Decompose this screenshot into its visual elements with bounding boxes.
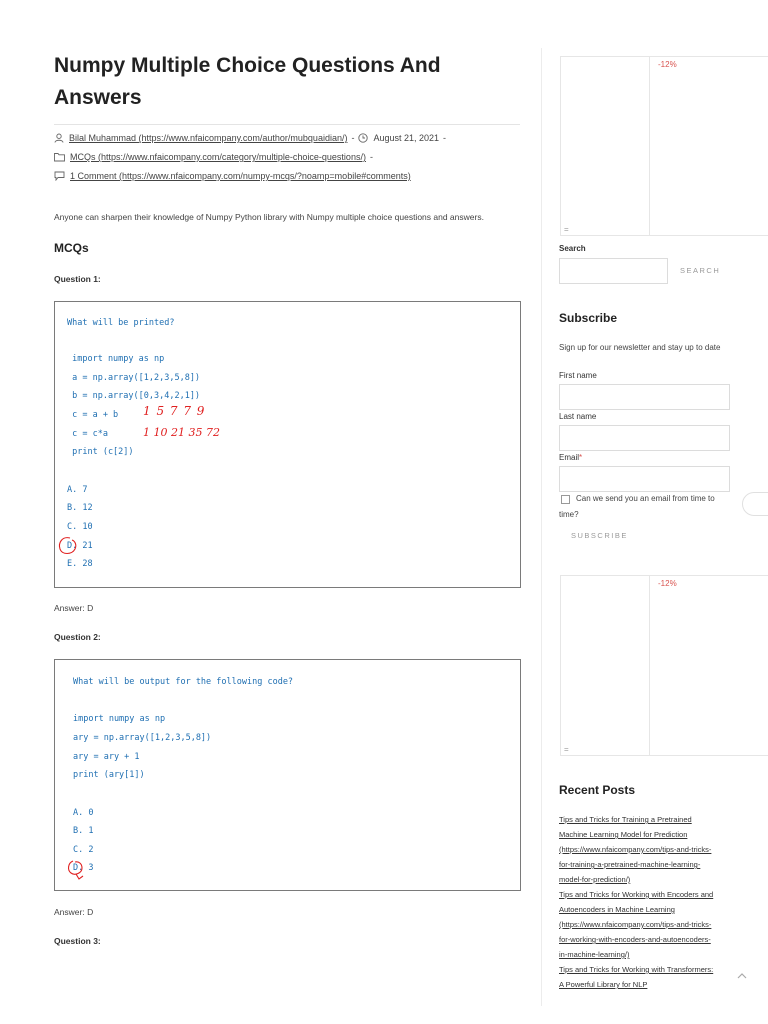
ad-discount: -12%: [658, 60, 677, 69]
option-b: B. 1: [73, 826, 94, 836]
meta-separator: -: [351, 133, 355, 143]
consent-label: Can we send you an email from time to: [576, 494, 715, 503]
circled-answer-mark: [66, 858, 88, 880]
code-line: ary = ary + 1: [73, 752, 140, 762]
recent-post-link[interactable]: Machine Learning Model for Prediction: [559, 830, 688, 839]
title-divider: [54, 124, 520, 125]
floating-toggle[interactable]: [742, 492, 768, 516]
recent-post-link[interactable]: Tips and Tricks for Working with Transformers:: [559, 965, 714, 974]
code-line: c = a + b: [67, 410, 119, 420]
code-line: print (ary[1]): [73, 770, 145, 780]
option-d: D. 3: [73, 863, 94, 873]
last-name-input[interactable]: [559, 425, 730, 451]
category-link[interactable]: MCQs (https://www.nfaicompany.com/category/multiple-choice-questions/): [70, 152, 366, 162]
recent-posts-heading: Recent Posts: [559, 783, 636, 797]
first-name-input[interactable]: [559, 384, 730, 410]
recent-post-link[interactable]: A Powerful Library for NLP: [559, 980, 648, 989]
meta-comments: [54, 171, 411, 181]
email-label: [559, 453, 582, 462]
page-title: Numpy Multiple Choice Questions And Answers: [54, 54, 441, 109]
required-marker: *: [579, 453, 583, 462]
code-line: import numpy as np: [73, 714, 166, 724]
code-line: import numpy as np: [67, 354, 165, 364]
consent-label-continued: time?: [559, 510, 579, 519]
recent-post-link[interactable]: (https://www.nfaicompany.com/tips-and-tricks-: [559, 845, 712, 854]
subscribe-button[interactable]: SUBSCRIBE: [571, 531, 628, 540]
ad-banner-top[interactable]: [560, 56, 768, 236]
answer-text: Answer: D: [54, 603, 94, 613]
question-label: Question 3:: [54, 936, 101, 946]
handwritten-note-product: 1 10 21 35 72: [143, 426, 220, 439]
meta-separator: -: [443, 133, 447, 143]
comments-link[interactable]: 1 Comment (https://www.nfaicompany.com/numpy-mcqs/?noamp=mobile#comments): [70, 171, 411, 181]
email-input[interactable]: [559, 466, 730, 492]
consent-checkbox[interactable]: [561, 495, 570, 504]
recent-post-link[interactable]: Tips and Tricks for Working with Encoders and: [559, 890, 714, 899]
recent-post-link[interactable]: for-working-with-encoders-and-autoencoders-: [559, 935, 711, 944]
folder-icon: [54, 152, 65, 162]
option-b: B. 12: [67, 503, 93, 513]
clock-icon: [358, 133, 368, 143]
option-d: D. 21: [67, 541, 93, 551]
last-name-label: Last name: [559, 412, 597, 421]
option-a: A. 0: [73, 808, 94, 818]
recent-post-link[interactable]: (https://www.nfaicompany.com/tips-and-tricks-: [559, 920, 712, 929]
subscribe-heading: Subscribe: [559, 311, 618, 325]
scroll-to-top-icon[interactable]: [736, 972, 748, 980]
option-a: A. 7: [67, 485, 88, 495]
code-line: b = np.array([0,3,4,2,1]): [67, 391, 201, 401]
meta-separator: -: [369, 152, 373, 162]
meta-author-date: [54, 133, 450, 143]
recent-post-link[interactable]: model-for-prediction/): [559, 875, 631, 884]
code-line: a = np.array([1,2,3,5,8]): [67, 373, 201, 383]
email-label-text: Email: [559, 453, 580, 462]
recent-post-link[interactable]: for-training-a-pretrained-machine-learning-: [559, 860, 701, 869]
question-label: Question 2:: [54, 632, 101, 642]
code-block-question-1: [54, 301, 521, 588]
code-block-question-2: [54, 659, 521, 891]
circled-answer-mark: [56, 535, 80, 557]
user-icon: [54, 133, 64, 143]
ad-divider: [649, 57, 650, 235]
post-date: August 21, 2021: [373, 133, 440, 143]
code-line: c = c*a: [67, 429, 108, 439]
recent-post-link[interactable]: Autoencoders in Machine Learning: [559, 905, 675, 914]
first-name-label: First name: [559, 371, 597, 380]
search-button[interactable]: SEARCH: [680, 266, 721, 275]
subscribe-text: Sign up for our newsletter and stay up to date: [559, 343, 721, 352]
ad-symbol: =: [564, 225, 569, 234]
meta-category: [54, 152, 377, 162]
option-e: E. 28: [67, 559, 93, 569]
code-line: What will be printed?: [67, 318, 175, 328]
search-label: Search: [559, 244, 586, 253]
handwritten-note-sum: 1 5 7 7 9: [143, 404, 206, 418]
option-c: C. 2: [73, 845, 94, 855]
ad-banner-middle[interactable]: [560, 575, 768, 756]
option-c: C. 10: [67, 522, 93, 532]
recent-post-link[interactable]: in-machine-learning/): [559, 950, 630, 959]
code-line: print (c[2]): [67, 447, 134, 457]
search-input[interactable]: [559, 258, 668, 284]
sidebar-divider: [541, 48, 542, 1006]
intro-paragraph: Anyone can sharpen their knowledge of Numpy Python library with Numpy multiple choice questions and answers.: [54, 212, 484, 222]
ad-symbol: =: [564, 745, 569, 754]
ad-discount: -12%: [658, 579, 677, 588]
comment-icon: [54, 171, 65, 181]
author-link[interactable]: Bilal Muhammad (https://www.nfaicompany.com/author/mubquaidian/): [69, 133, 348, 143]
code-line: What will be output for the following code?: [73, 677, 294, 687]
answer-text: Answer: D: [54, 907, 94, 917]
question-label: Question 1:: [54, 274, 101, 284]
code-line: ary = np.array([1,2,3,5,8]): [73, 733, 212, 743]
ad-divider: [649, 576, 650, 755]
recent-post-link[interactable]: Tips and Tricks for Training a Pretrained: [559, 815, 692, 824]
section-heading: MCQs: [54, 241, 89, 255]
